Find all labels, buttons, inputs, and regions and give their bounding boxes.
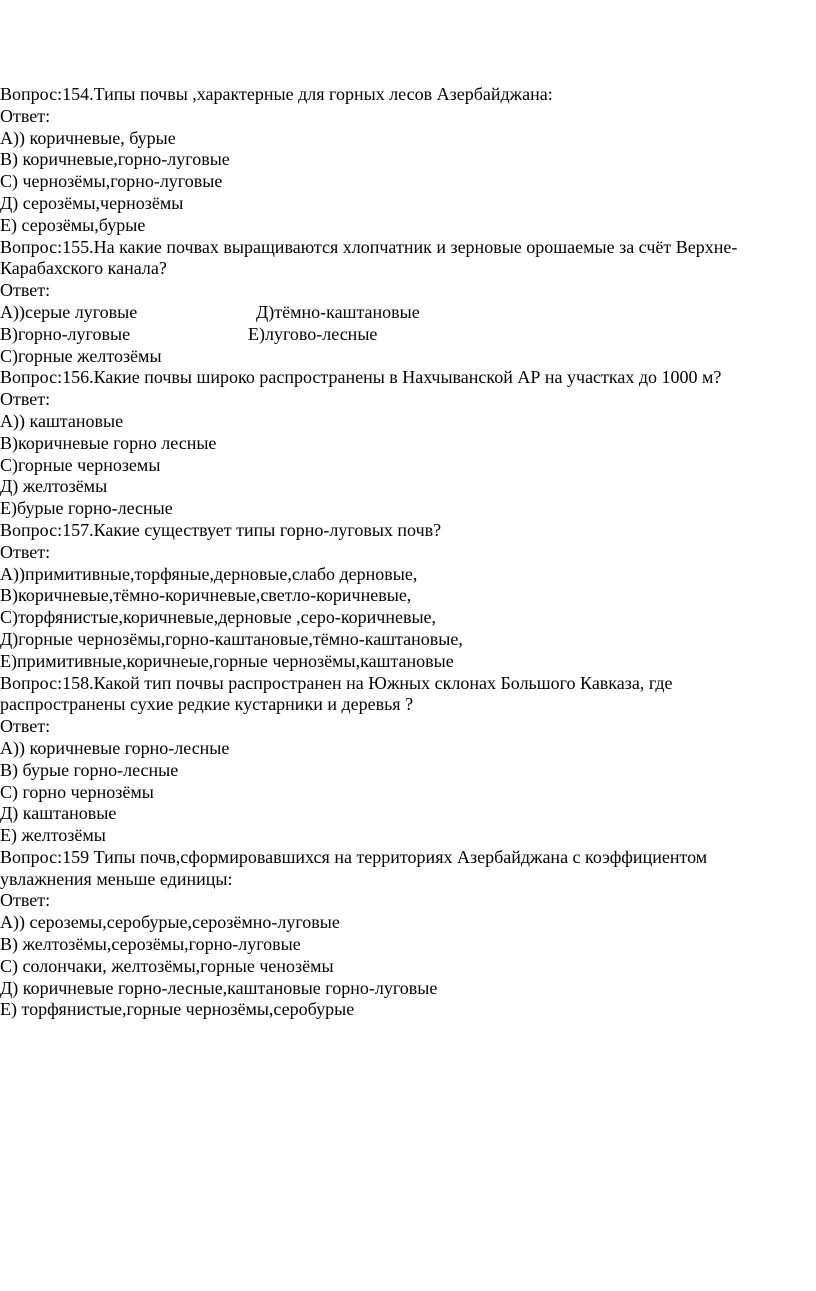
question-block-155 xyxy=(0,237,800,368)
question-text: Вопрос:157.Какие существует типы горно-луговых почв? xyxy=(0,519,442,540)
answer-option: Д) каштановые xyxy=(0,803,117,824)
answer-option: A)) каштановые xyxy=(0,410,124,431)
answer-option: Д) коричневые горно-лесные,каштановые горно-луговые xyxy=(0,977,438,998)
question-block-158 xyxy=(0,673,800,847)
answer-label: Ответ: xyxy=(0,890,51,911)
question-text: Вопрос:154.Типы почвы ,характерные для горных лесов Азербайджана: xyxy=(0,84,553,104)
answer-option-row xyxy=(0,302,800,324)
answer-option: Д)горные чернозёмы,горно-каштановые,тёмно-каштановые, xyxy=(0,628,463,649)
answer-option: A)) коричневые, бурые xyxy=(0,127,176,148)
question-text: Вопрос:155.На какие почвах выращиваются хлопчатник и зерновые орошаемые за счёт Верхне-Карабахского канала? xyxy=(0,236,738,279)
answer-option: C) чернозёмы,горно-луговые xyxy=(0,171,223,192)
answer-option-row xyxy=(0,324,800,346)
answer-option: E)лугово-лесные xyxy=(248,323,378,344)
answer-option: B)коричневые горно лесные xyxy=(0,432,217,453)
answer-option: E) серозёмы,бурые xyxy=(0,214,146,235)
question-text: Вопрос:158.Какой тип почвы распространен на Южных склонах Большого Кавказа, где распространены сухие редкие кустарники и деревья ? xyxy=(0,672,673,715)
answer-option: C)горные черноземы xyxy=(0,454,161,475)
answer-option: A))примитивные,торфяные,дерновые,слабо дерновые, xyxy=(0,563,418,584)
answer-label: Ответ: xyxy=(0,105,51,126)
answer-option: A)) сероземы,серобурые,серозёмно-луговые xyxy=(0,912,340,933)
answer-option: C)торфянистые,коричневые,дерновые ,серо-коричневые, xyxy=(0,607,437,628)
answer-label: Ответ: xyxy=(0,716,51,737)
answer-option: B)горно-луговые xyxy=(0,323,131,344)
question-text: Вопрос:159 Типы почв,сформировавшихся на территориях Азербайджана с коэффициентом увлажнения меньше единицы: xyxy=(0,846,708,889)
answer-label: Ответ: xyxy=(0,280,51,301)
answer-option: B) желтозёмы,серозёмы,горно-луговые xyxy=(0,934,301,955)
answer-label: Ответ: xyxy=(0,541,51,562)
answer-option: E) торфянистые,горные чернозёмы,серобурые xyxy=(0,999,355,1020)
answer-option: C) солончаки, желтозёмы,горные ченозёмы xyxy=(0,955,334,976)
answer-option: C) горно чернозёмы xyxy=(0,781,154,802)
answer-option: E)примитивные,коричнеые,горные чернозёмы,каштановые xyxy=(0,650,454,671)
question-block-154 xyxy=(0,84,800,237)
answer-option: B) коричневые,горно-луговые xyxy=(0,149,230,170)
answer-option: B) бурые горно-лесные xyxy=(0,759,179,780)
question-text: Вопрос:156.Какие почвы широко распространены в Нахчыванской АР на участках до 1000 м? xyxy=(0,367,722,388)
question-block-159 xyxy=(0,847,800,1021)
answer-option: E)бурые горно-лесные xyxy=(0,498,173,519)
document-page xyxy=(0,84,800,1021)
answer-option: Д)тёмно-каштановые xyxy=(256,301,420,322)
answer-option: C)горные желтозёмы xyxy=(0,345,162,366)
answer-option: B)коричневые,тёмно-коричневые,светло-коричневые, xyxy=(0,585,412,606)
answer-option: A)) коричневые горно-лесные xyxy=(0,737,230,758)
answer-label: Ответ: xyxy=(0,389,51,410)
answer-option: Д) серозёмы,чернозёмы xyxy=(0,192,184,213)
answer-option: Д) желтозёмы xyxy=(0,476,108,497)
question-block-156 xyxy=(0,367,800,520)
answer-option: A))серые луговые xyxy=(0,301,138,322)
question-block-157 xyxy=(0,520,800,673)
answer-option: E) желтозёмы xyxy=(0,825,106,846)
